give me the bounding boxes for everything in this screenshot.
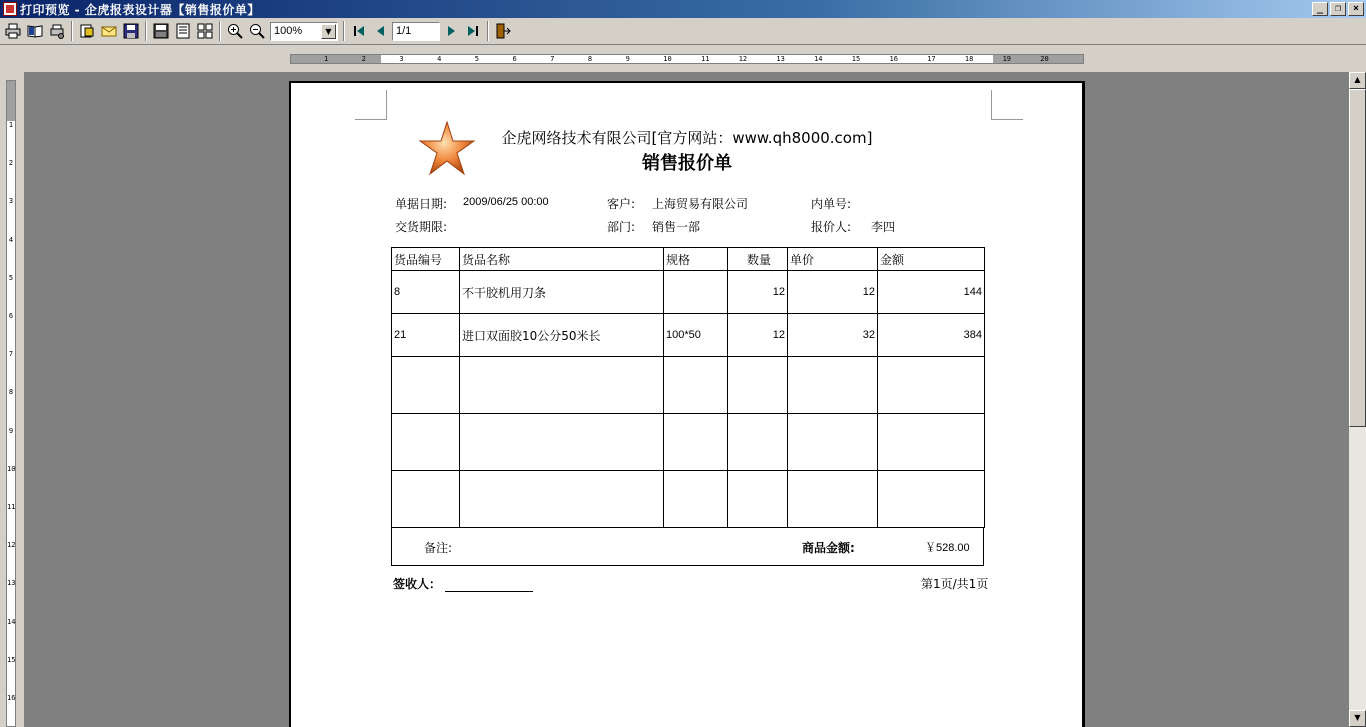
- disk-icon: [153, 23, 169, 39]
- next-page-button[interactable]: [440, 20, 462, 42]
- ruler-tick-label: 1: [8, 121, 14, 129]
- header-price: 单价: [788, 248, 878, 271]
- ruler-tick-label: 11: [701, 55, 710, 63]
- header-spec: 规格: [664, 248, 728, 271]
- cell-code: 21: [392, 314, 460, 357]
- zoom-value: 100%: [274, 25, 303, 37]
- ruler-tick-label: 2: [361, 55, 366, 63]
- preview-area[interactable]: [24, 72, 1349, 727]
- ruler-tick-label: 13: [776, 55, 785, 63]
- printer-icon: [5, 23, 21, 39]
- delivery-label: 交货期限:: [395, 220, 448, 234]
- remark-label: 备注:: [424, 541, 453, 555]
- app-icon: [3, 2, 17, 16]
- print-setup-button[interactable]: [24, 20, 46, 42]
- multi-page-icon: [197, 23, 213, 39]
- signer: [393, 575, 533, 592]
- prev-page-button[interactable]: [370, 20, 392, 42]
- quoter-label: 报价人:: [811, 220, 852, 234]
- email-button[interactable]: [98, 20, 120, 42]
- date-label: 单据日期:: [395, 197, 448, 211]
- title-bar: [0, 0, 1366, 18]
- table-header-row: [392, 248, 985, 271]
- table-row-empty: [392, 414, 985, 471]
- ruler-tick-label: 6: [8, 312, 14, 320]
- ruler-tick-label: 3: [399, 55, 404, 63]
- toolbar-separator: [71, 21, 73, 41]
- page-info: 第1页/共1页: [921, 577, 989, 591]
- vertical-ruler: [0, 72, 24, 727]
- star-logo-icon: [417, 119, 477, 179]
- ruler-tick-label: 7: [550, 55, 555, 63]
- margin-corner: [355, 90, 387, 120]
- date-value: 2009/06/25 00:00: [463, 196, 549, 208]
- single-page-icon: [175, 23, 191, 39]
- cell-price: 32: [788, 314, 878, 357]
- table-row: [392, 314, 985, 357]
- report-page: [289, 81, 1085, 727]
- book-icon: [27, 23, 43, 39]
- window-title: 打印预览 - 企虎报表设计器【销售报价单】: [20, 2, 260, 17]
- vertical-scrollbar[interactable]: [1349, 72, 1366, 727]
- ruler-tick-label: 2: [8, 159, 14, 168]
- cell-name: 进口双面胶10公分50米长: [460, 314, 664, 357]
- quoter-value: 李四: [871, 220, 896, 234]
- signature-line: [445, 580, 533, 592]
- cell-qty: 12: [728, 314, 788, 357]
- dept-label: 部门:: [607, 220, 636, 234]
- scroll-thumb[interactable]: [1349, 89, 1366, 427]
- ruler-tick-label: 4: [8, 235, 14, 244]
- ruler-tick-label: 3: [8, 197, 14, 206]
- internal-no-label: 内单号:: [811, 197, 852, 211]
- horizontal-ruler: [0, 46, 1366, 72]
- export-button[interactable]: [150, 20, 172, 42]
- ruler-tick-label: 8: [8, 388, 14, 397]
- save-button[interactable]: [120, 20, 142, 42]
- first-page-icon: [351, 23, 367, 39]
- toolbar-separator: [487, 21, 489, 41]
- page-setup-button[interactable]: [46, 20, 68, 42]
- arrow-right-icon: [443, 23, 459, 39]
- toolbar-separator: [219, 21, 221, 41]
- ruler-tick-label: 10: [7, 464, 16, 473]
- design-button[interactable]: [76, 20, 98, 42]
- ruler-tick-label: 16: [889, 55, 898, 63]
- table-row-empty: [392, 357, 985, 414]
- header-qty: 数量: [728, 248, 788, 271]
- ruler-tick-label: 17: [927, 55, 936, 63]
- print-button[interactable]: [2, 20, 24, 42]
- customer-value: 上海贸易有限公司: [652, 197, 749, 211]
- exit-door-icon: [495, 23, 511, 39]
- table-row-empty: [392, 471, 985, 528]
- ruler-tick-label: 12: [7, 541, 16, 550]
- scroll-down-icon[interactable]: ▼: [1349, 710, 1366, 727]
- cell-amount: 144: [878, 271, 985, 314]
- company-name: 企虎网络技术有限公司[官方网站：www.qh8000.com]: [501, 129, 873, 147]
- dept-value: 销售一部: [652, 220, 701, 234]
- window-controls: [1312, 2, 1364, 16]
- ruler-tick-label: 15: [851, 55, 861, 63]
- restore-button[interactable]: ❐: [1330, 2, 1346, 16]
- chevron-down-icon[interactable]: ▼: [321, 24, 336, 39]
- ruler-tick-label: 9: [625, 55, 630, 63]
- cell-name: 不干胶机用刀条: [460, 271, 664, 314]
- single-page-button[interactable]: [172, 20, 194, 42]
- zoom-select[interactable]: [270, 22, 338, 41]
- total-value: ￥528.00: [925, 542, 970, 554]
- ruler-tick-label: 13: [7, 579, 16, 588]
- header-name: 货品名称: [460, 248, 664, 271]
- preview-toolbar: [0, 18, 1366, 45]
- floppy-icon: [123, 23, 139, 39]
- ruler-tick-label: 12: [738, 55, 748, 63]
- ruler-tick-label: 14: [814, 55, 823, 63]
- ruler-tick-label: 18: [964, 55, 974, 63]
- toolbar-separator: [145, 21, 147, 41]
- cell-price: 12: [788, 271, 878, 314]
- ruler-tick-label: 6: [512, 55, 517, 63]
- items-table: [391, 247, 985, 528]
- cell-amount: 384: [878, 314, 985, 357]
- ruler-tick-label: 19: [1002, 55, 1012, 63]
- arrow-left-icon: [373, 23, 389, 39]
- ruler-tick-label: 11: [7, 503, 16, 511]
- customer-label: 客户:: [607, 197, 636, 211]
- last-page-button[interactable]: [462, 20, 484, 42]
- page-number-input[interactable]: 1/1: [392, 22, 440, 41]
- ruler-tick-label: 7: [8, 350, 14, 359]
- cell-spec: [664, 271, 728, 314]
- ruler-tick-label: 20: [1040, 55, 1049, 63]
- toolbar-separator: [343, 21, 345, 41]
- document-title: 销售报价单: [642, 153, 732, 174]
- first-page-button[interactable]: [348, 20, 370, 42]
- cell-spec: 100*50: [664, 314, 728, 357]
- margin-corner: [991, 90, 1023, 120]
- ruler-tick-label: 8: [587, 55, 593, 63]
- ruler-tick-label: 10: [663, 55, 672, 63]
- zoom-out-button[interactable]: [246, 20, 268, 42]
- signer-label: 签收人：: [393, 577, 442, 591]
- ruler-tick-label: 5: [474, 55, 480, 63]
- total-label: 商品金额:: [802, 541, 855, 555]
- header-amount: 金额: [878, 248, 985, 271]
- ruler-tick-label: 1: [324, 55, 329, 63]
- ruler-tick-label: 9: [8, 426, 14, 435]
- close-button[interactable]: ×: [1348, 2, 1364, 16]
- envelope-icon: [101, 23, 117, 39]
- zoom-out-icon: [249, 23, 265, 39]
- exit-button[interactable]: [492, 20, 514, 42]
- header-code: 货品编号: [392, 248, 460, 271]
- ruler-tick-label: 15: [7, 655, 16, 664]
- design-icon: [79, 23, 95, 39]
- ruler-tick-label: 14: [7, 617, 16, 626]
- ruler-tick-label: 16: [7, 694, 16, 702]
- zoom-in-icon: [227, 23, 243, 39]
- zoom-in-button[interactable]: [224, 20, 246, 42]
- scroll-up-icon[interactable]: ▲: [1349, 72, 1366, 89]
- table-row: [392, 271, 985, 314]
- summary-box: [391, 527, 984, 566]
- minimize-button[interactable]: _: [1312, 2, 1328, 16]
- multi-page-button[interactable]: [194, 20, 216, 42]
- ruler-tick-label: 5: [8, 273, 14, 282]
- cell-code: 8: [392, 271, 460, 314]
- cell-qty: 12: [728, 271, 788, 314]
- last-page-icon: [465, 23, 481, 39]
- ruler-tick-label: 4: [437, 55, 442, 63]
- printer-settings-icon: [49, 23, 65, 39]
